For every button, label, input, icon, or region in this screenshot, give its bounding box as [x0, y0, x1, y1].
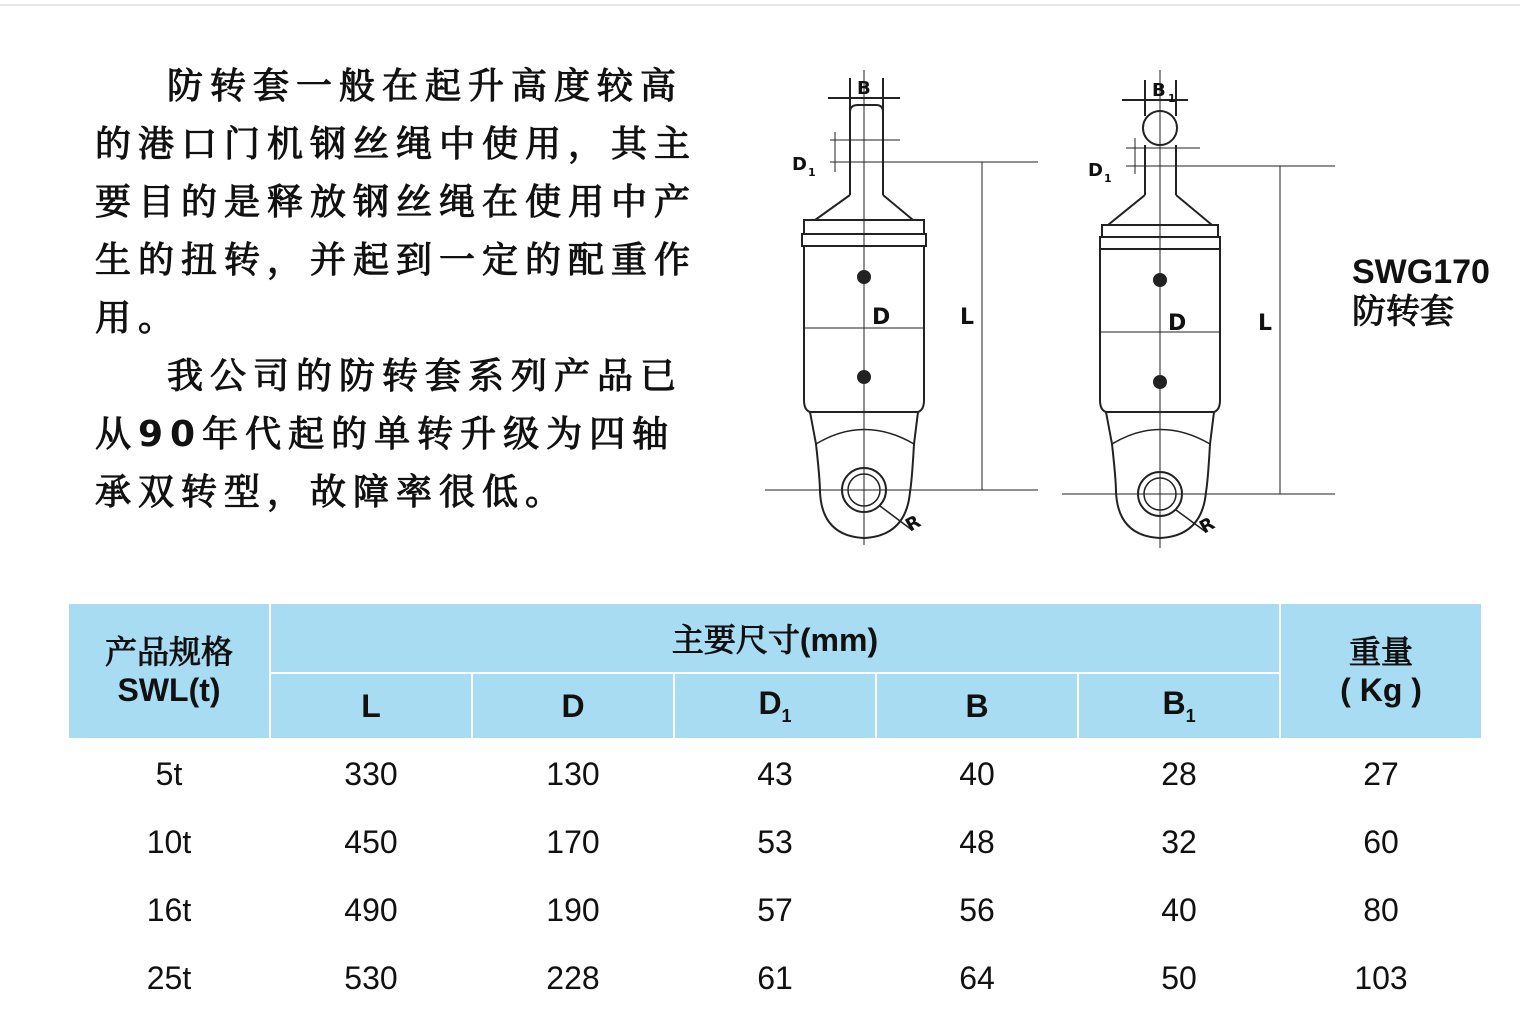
intro-text	[95, 58, 715, 522]
header-spec-line2: SWL(t)	[117, 672, 221, 708]
swivel-side-view	[765, 70, 1038, 545]
cell-d: 190	[546, 891, 600, 928]
cell-spec: 16t	[146, 891, 192, 928]
cell-d1: 61	[757, 959, 793, 996]
cell-d1: 43	[757, 755, 793, 792]
spec-table-container	[67, 602, 1481, 1012]
table-row	[68, 944, 1482, 1012]
cell-l: 450	[344, 823, 398, 860]
label-b1: B	[1152, 80, 1166, 101]
label-r-right: R	[1196, 513, 1219, 539]
cell-b: 64	[959, 959, 995, 996]
header-l: L	[270, 673, 472, 739]
cell-spec: 10t	[146, 823, 192, 860]
cell-weight: 103	[1354, 959, 1408, 996]
cell-d1: 57	[757, 891, 793, 928]
product-label	[1352, 252, 1490, 332]
cell-b: 48	[959, 823, 995, 860]
label-b1-sub: 1	[1168, 92, 1176, 105]
label-d1-right: D	[1088, 160, 1103, 181]
cell-weight: 60	[1363, 823, 1399, 860]
cell-spec: 25t	[146, 959, 192, 996]
intro-paragraph-2: 我公司的防转套系列产品已从90年代起的单转升级为四轴承双转型，故障率很低。	[95, 356, 684, 513]
cell-b1: 32	[1161, 823, 1197, 860]
label-l-right: L	[1258, 311, 1273, 336]
product-name: 防转套	[1352, 293, 1454, 331]
header-spec	[68, 603, 270, 739]
cell-l: 530	[344, 959, 398, 996]
header-b1-sub: 1	[1185, 706, 1196, 726]
cell-l: 490	[344, 891, 398, 928]
cell-spec: 5t	[155, 755, 183, 792]
cell-b: 40	[959, 755, 995, 792]
header-d: D	[472, 673, 674, 739]
header-weight	[1280, 603, 1482, 739]
header-weight-line1: 重量	[1349, 634, 1414, 670]
label-r: R	[902, 511, 925, 537]
technical-diagram	[750, 60, 1350, 560]
label-d-right: D	[1168, 311, 1187, 336]
header-dimensions: 主要尺寸(mm)	[270, 603, 1280, 673]
cell-b1: 40	[1161, 891, 1197, 928]
table-row	[68, 739, 1482, 808]
cell-b1: 50	[1161, 959, 1197, 996]
top-divider	[0, 4, 1520, 6]
label-d1-sub: 1	[808, 166, 816, 179]
intro-paragraph-1: 防转套一般在起升高度较高的港口门机钢丝绳中使用，其主要目的是释放钢丝绳在使用中产生的扭转，并起到一定的配重作用。	[95, 66, 698, 339]
header-weight-line2: ( Kg )	[1340, 672, 1422, 708]
cell-weight: 27	[1363, 755, 1399, 792]
cell-weight: 80	[1363, 891, 1399, 928]
label-d1: D	[792, 154, 807, 175]
label-d: D	[872, 305, 891, 330]
product-model: SWG170	[1352, 253, 1490, 291]
cell-b1: 28	[1161, 755, 1197, 792]
swivel-drawings	[750, 60, 1350, 560]
label-b: B	[857, 78, 871, 99]
cell-d: 228	[546, 959, 600, 996]
header-b1-main: B	[1162, 685, 1186, 721]
label-d1-right-sub: 1	[1104, 172, 1112, 185]
header-d1	[674, 673, 876, 739]
header-b: B	[876, 673, 1078, 739]
label-l: L	[960, 305, 975, 330]
header-d1-main: D	[758, 685, 782, 721]
spec-table	[67, 602, 1483, 1012]
header-d1-sub: 1	[781, 706, 792, 726]
swivel-front-view	[1062, 70, 1335, 548]
cell-d: 170	[546, 823, 600, 860]
header-b1	[1078, 673, 1280, 739]
cell-d: 130	[546, 755, 600, 792]
table-row	[68, 808, 1482, 876]
cell-b: 56	[959, 891, 995, 928]
table-row	[68, 876, 1482, 944]
cell-d1: 53	[757, 823, 793, 860]
cell-l: 330	[344, 755, 398, 792]
header-spec-line1: 产品规格	[104, 634, 233, 670]
